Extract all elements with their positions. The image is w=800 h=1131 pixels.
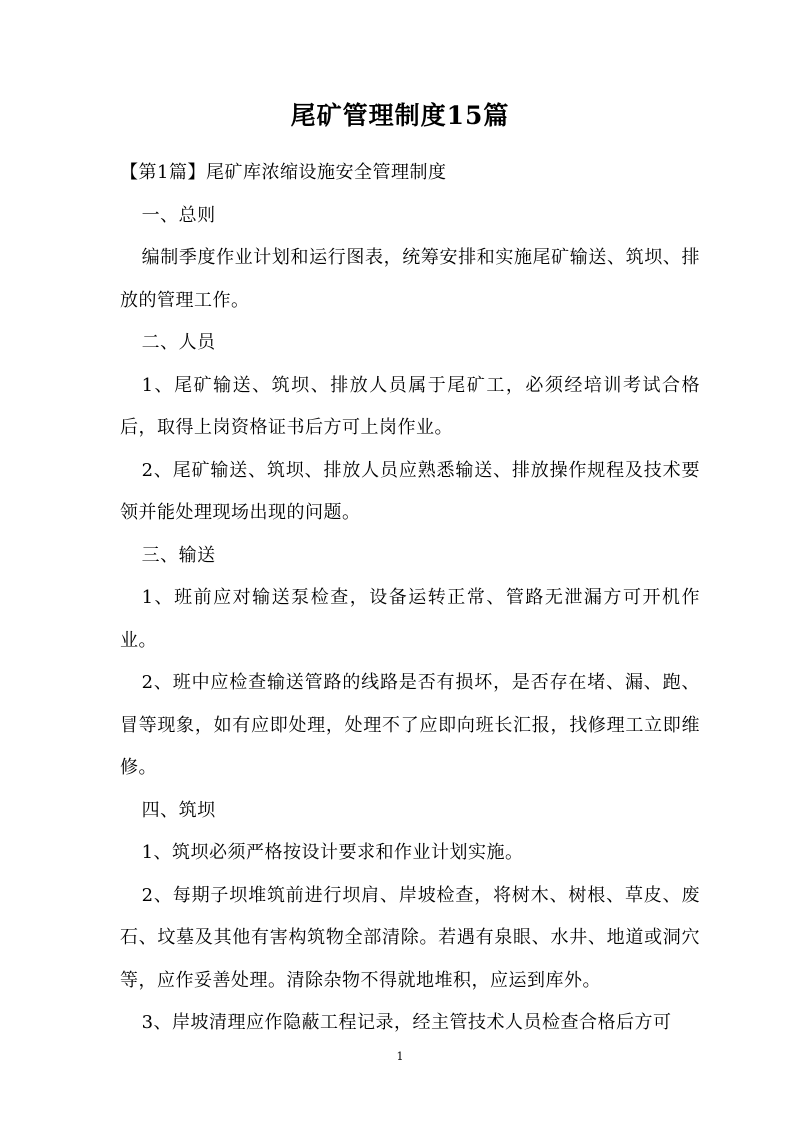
paragraph-general: 编制季度作业计划和运行图表，统筹安排和实施尾矿输送、筑坝、排放的管理工作。 bbox=[120, 247, 700, 311]
paragraph-transport-1: 1、班前应对输送泵检查，设备运转正常、管路无泄漏方可开机作业。 bbox=[120, 587, 700, 651]
document-body bbox=[120, 152, 700, 1045]
section-heading-personnel: 二、人员 bbox=[141, 332, 216, 353]
section-heading-transport: 三、输送 bbox=[141, 544, 216, 566]
section-heading-dam: 四、筑坝 bbox=[141, 799, 216, 821]
page-number: 1 bbox=[396, 1050, 404, 1063]
paragraph-dam-2: 2、每期子坝堆筑前进行坝肩、岸坡检查，将树木、树根、草皮、废石、坟墓及其他有害构筑物全部清除。若遇有泉眼、水井、地道或洞穴等，应作妥善处理。清除杂物不得就地堆积，应运到库外。 bbox=[120, 884, 700, 991]
chapter-heading: 【第1篇】尾矿库浓缩设施安全管理制度 bbox=[120, 162, 447, 183]
paragraph-personnel-2: 2、尾矿输送、筑坝、排放人员应熟悉输送、排放操作规程及技术要领并能处理现场出现的问题。 bbox=[120, 459, 700, 523]
paragraph-transport-2: 2、班中应检查输送管路的线路是否有损坏，是否存在堵、漏、跑、冒等现象，如有应即处理，处理不了应即向班长汇报，找修理工立即维修。 bbox=[120, 672, 700, 778]
paragraph-personnel-1: 1、尾矿输送、筑坝、排放人员属于尾矿工，必须经培训考试合格后，取得上岗资格证书后方可上岗作业。 bbox=[120, 374, 700, 438]
paragraph-dam-1: 1、筑坝必须严格按设计要求和作业计划实施。 bbox=[141, 842, 524, 863]
paragraph-dam-3: 3、岸坡清理应作隐蔽工程记录，经主管技术人员检查合格后方可 bbox=[141, 1012, 672, 1033]
section-heading-general: 一、总则 bbox=[141, 204, 216, 226]
document-title: 尾矿管理制度15篇 bbox=[290, 101, 510, 130]
